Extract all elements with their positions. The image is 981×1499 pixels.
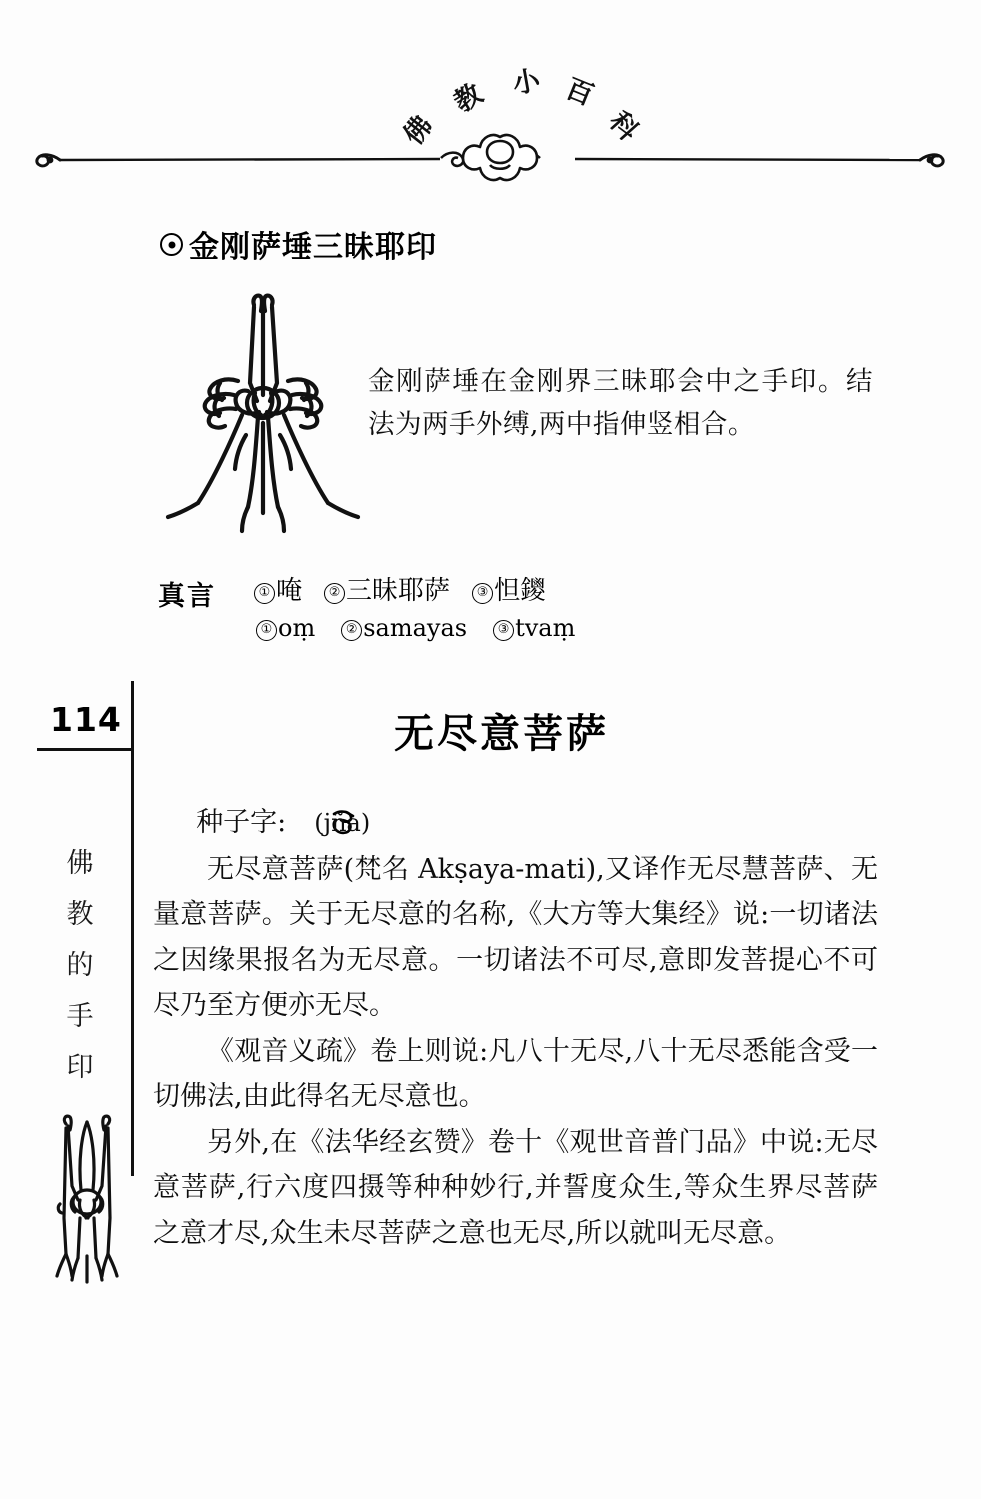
running-head-char-0: 佛	[66, 848, 94, 879]
header-rule-svg	[0, 55, 981, 185]
mantra-chinese-segment-3	[472, 576, 546, 606]
margin-mudra-thumbnail	[48, 1108, 130, 1288]
circled-number-2: ②	[324, 583, 345, 604]
circled-number-1: ①	[254, 583, 275, 604]
seed-syllable-line	[153, 800, 878, 847]
ornament-char-0: 佛	[397, 110, 440, 151]
mantra-chinese-segment-1	[254, 576, 302, 606]
mantra-chinese-text-3: 怛鑁	[494, 576, 547, 606]
mantra-roman-text-1: oṃ	[278, 614, 316, 642]
mantra-romanized-row	[256, 614, 575, 642]
page-number: 114	[50, 700, 122, 739]
ornament-char-1: 教	[448, 78, 489, 119]
ornament-char-4: 科	[602, 106, 645, 147]
ornament-char-2: 小	[510, 64, 543, 101]
circled-number-roman-3: ③	[493, 620, 514, 641]
mantra-chinese-text-1: 唵	[276, 576, 303, 606]
mantra-roman-segment-3	[493, 614, 575, 642]
article-paragraph-2: 《观音义疏》卷上则说:凡八十无尽,八十无尽悉能含受一切佛法,由此得名无尽意也。	[153, 1035, 878, 1112]
mantra-chinese-text-2: 三昧耶萨	[346, 576, 451, 606]
margin-mudra-line-drawing	[48, 1108, 130, 1288]
circled-number-roman-2: ②	[341, 620, 362, 641]
mantra-roman-segment-2	[341, 614, 467, 642]
header-ornament	[0, 55, 981, 185]
article-paragraph-3: 另外,在《法华经玄赞》卷十《观世音普门品》中说:无尽意菩萨,行六度四摄等种种妙行,并誓度众生,等众生界尽菩萨之意才尽,众生未尽菩萨之意也无尽,所以就叫无尽意。	[153, 1126, 878, 1249]
mantra-roman-segment-1	[256, 614, 315, 642]
ornament-char-3: 百	[561, 73, 598, 112]
cloud-scroll-ornament	[441, 135, 540, 180]
circle-dot-bullet-icon	[160, 233, 183, 256]
siddham-jna-icon	[287, 805, 313, 833]
circled-number-3: ③	[472, 583, 493, 604]
mudra-description-text: 金刚萨埵在金刚界三昧耶会中之手印。结法为两手外缚,两中指伸竖相合。	[368, 366, 873, 440]
seed-syllable-label: 种子字:	[196, 807, 287, 838]
seed-syllable-roman: (jña)	[314, 809, 371, 837]
mantra-roman-text-3: tvaṃ	[515, 614, 576, 642]
mantra-label: 真言	[158, 581, 216, 612]
article-paragraph-1: 无尽意菩萨(梵名 Akṣaya-mati),又译作无尽慧菩萨、无量意菩萨。关于无尽意的名称,《大方等大集经》说:一切诸法之因缘果报名为无尽意。一切诸法不可尽,意即发菩提心不可尽乃至方便亦无尽。	[153, 853, 878, 1021]
circled-number-roman-1: ①	[256, 620, 277, 641]
article-title: 无尽意菩萨	[394, 711, 609, 757]
running-head-char-1: 教	[66, 899, 94, 930]
mudra-line-drawing	[162, 283, 362, 538]
mantra-roman-text-2: samayas	[363, 614, 468, 642]
mudra-section-heading	[160, 222, 437, 266]
running-head-vertical	[60, 838, 100, 1093]
mudra-section-title-text: 金刚萨埵三昧耶印	[189, 230, 437, 265]
running-head-char-2: 的	[66, 950, 94, 981]
running-head-char-3: 手	[66, 1001, 94, 1032]
running-head-char-4: 印	[66, 1052, 94, 1083]
article-body	[153, 800, 878, 1256]
mantra-chinese-segment-2	[324, 576, 450, 606]
two-hands-outer-bind-mudra-illustration	[162, 283, 362, 538]
mantra-chinese-row	[254, 570, 546, 607]
